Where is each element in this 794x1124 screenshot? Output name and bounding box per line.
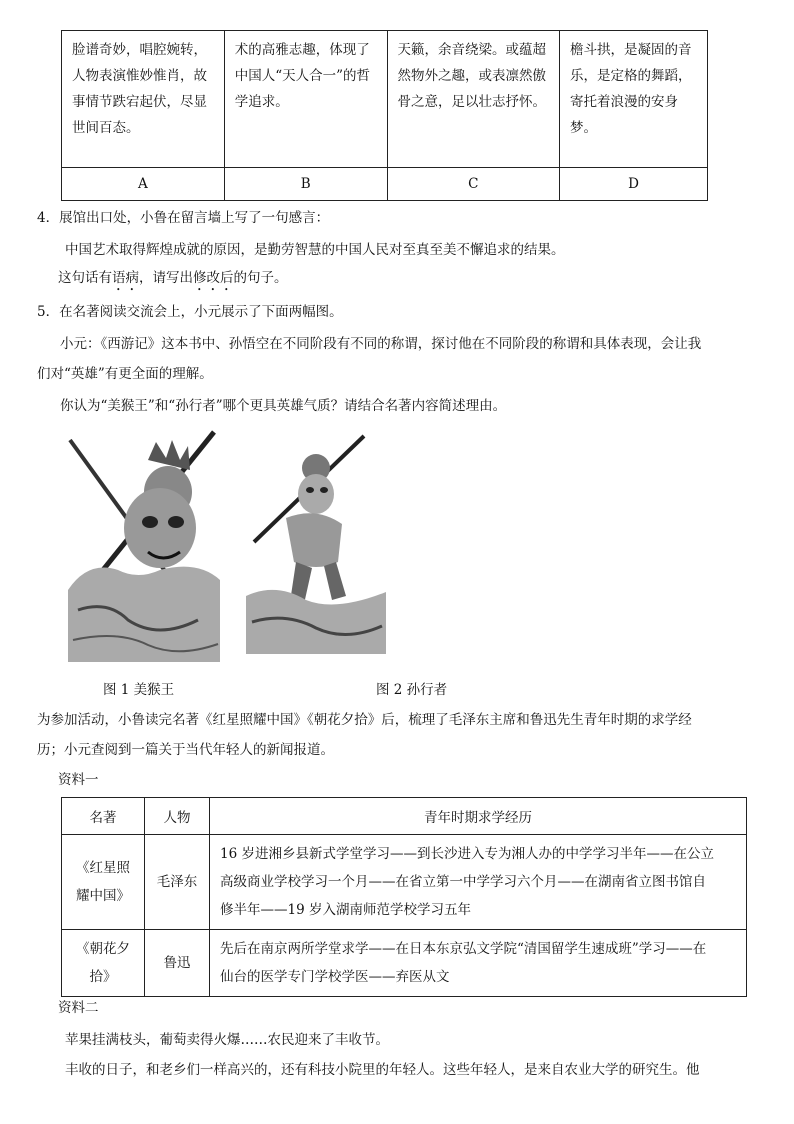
person-cell: 鲁迅 — [145, 930, 210, 997]
monkey-king-figure — [68, 430, 220, 662]
instruction-text: ，请写出 — [139, 270, 193, 286]
header-book: 名著 — [62, 798, 145, 835]
cell-text-line: 乐，是定格的舞蹈， — [570, 68, 692, 84]
cell-text-line: 事情节跌宕起伏，尽显 — [72, 94, 207, 110]
book-title-line: 《红星照 — [76, 860, 130, 876]
question-5-prompt: 5．在名著阅读交流会上，小元展示了下面两幅图。 — [37, 304, 343, 320]
cell-text-line: 学追求。 — [234, 94, 289, 110]
book-title-line: 耀中国》 — [76, 888, 130, 904]
cell-text-line: 寄托着浪漫的安身 — [570, 94, 678, 110]
cell-text-line: 骨之意，足以壮志抒怀。 — [397, 94, 547, 110]
news-paragraph-1: 苹果挂满枝头，葡萄卖得火爆……农民迎来了丰收节。 — [65, 1032, 389, 1048]
emphasized-text: 语病 — [112, 270, 139, 286]
study-experience-table — [61, 797, 747, 997]
figure-2-caption: 图 2 孙行者 — [376, 682, 448, 698]
header-experience: 青年时期求学经历 — [210, 798, 747, 835]
emphasized-text: 修改后 — [193, 270, 234, 286]
question-4-instruction — [58, 268, 288, 294]
cell-text-line: 然物外之趣，或表凛然傲 — [397, 68, 547, 84]
instruction-text: 这句话有 — [58, 270, 112, 286]
experience-line: 16 岁进湘乡县新式学堂学习——到长沙进入专为湘人办的中学学习半年——在公立 — [220, 846, 714, 862]
option-label-b: B — [224, 168, 387, 201]
option-label-c: C — [387, 168, 559, 201]
experience-line: 先后在南京两所学堂求学——在日本东京弘文学院“清国留学生速成班”学习——在 — [220, 941, 707, 957]
section-intro-line2: 历；小元查阅到一篇关于当代年轻人的新闻报道。 — [37, 742, 334, 758]
book-cell — [62, 930, 145, 997]
cell-text-line: 世间百态。 — [72, 120, 140, 136]
section-intro-line1: 为参加活动，小鲁读完名著《红星照耀中国》《朝花夕拾》后，梳理了毛泽东主席和鲁迅先生青年时期的求学经 — [37, 712, 692, 728]
figure-1-caption: 图 1 美猴王 — [103, 682, 175, 698]
person-cell: 毛泽东 — [145, 835, 210, 930]
cell-text-line: 梦。 — [570, 120, 597, 136]
experience-line: 仙台的医学专门学校学医——弃医从文 — [220, 969, 450, 985]
experience-line: 高级商业学校学习一个月——在省立第一中学学习六个月——在湖南省立图书馆自 — [220, 874, 706, 890]
material-2-label: 资料二 — [58, 1000, 99, 1016]
news-paragraph-2: 丰收的日子，和老乡们一样高兴的，还有科技小院里的年轻人。这些年轻人，是来自农业大学的研究生。他 — [65, 1062, 700, 1078]
table-row — [62, 930, 747, 997]
pilgrim-monkey-figure — [246, 432, 386, 654]
option-cell-d — [560, 31, 708, 168]
cell-text-line: 人物表演惟妙惟肖，故 — [72, 68, 207, 84]
question-5-question: 你认为“美猴王”和“孙行者”哪个更具英雄气质？请结合名著内容简述理由。 — [60, 398, 507, 414]
cell-text-line: 术的高雅志趣，体现了 — [234, 42, 370, 58]
experience-cell — [210, 930, 747, 997]
book-cell — [62, 835, 145, 930]
cell-text-line: 檐斗拱，是凝固的音 — [570, 42, 692, 58]
option-cell-a — [62, 31, 225, 168]
experience-line: 修半年——19 岁入湖南师范学校学习五年 — [220, 902, 471, 918]
table-row — [62, 835, 747, 930]
art-options-table — [61, 30, 708, 201]
question-5-dialogue-line2: 们对“英雄”有更全面的理解。 — [37, 366, 213, 382]
question-4-prompt: 4．展馆出口处，小鲁在留言墙上写了一句感言： — [37, 210, 330, 226]
experience-cell — [210, 835, 747, 930]
book-title-line: 《朝花夕 — [76, 941, 130, 957]
cell-text-line: 脸谱奇妙，唱腔婉转， — [72, 42, 207, 58]
header-person: 人物 — [145, 798, 210, 835]
option-label-a: A — [62, 168, 225, 201]
option-label-d: D — [560, 168, 708, 201]
option-cell-c — [387, 31, 559, 168]
option-cell-b — [224, 31, 387, 168]
material-1-label: 资料一 — [58, 772, 99, 788]
cell-text-line: 天籁，余音绕梁。或蕴超 — [397, 42, 547, 58]
question-4-quote: 中国艺术取得辉煌成就的原因，是勤劳智慧的中国人民对至真至美不懈追求的结果。 — [65, 242, 565, 258]
cell-text-line: 中国人“天人合一”的哲 — [234, 68, 371, 84]
question-5-dialogue-line1: 小元：《西游记》这本书中、孙悟空在不同阶段有不同的称谓，探讨他在不同阶段的称谓和具体表现，会让我 — [60, 336, 702, 352]
instruction-text: 的句子。 — [233, 270, 288, 286]
book-title-line: 拾》 — [89, 969, 117, 985]
